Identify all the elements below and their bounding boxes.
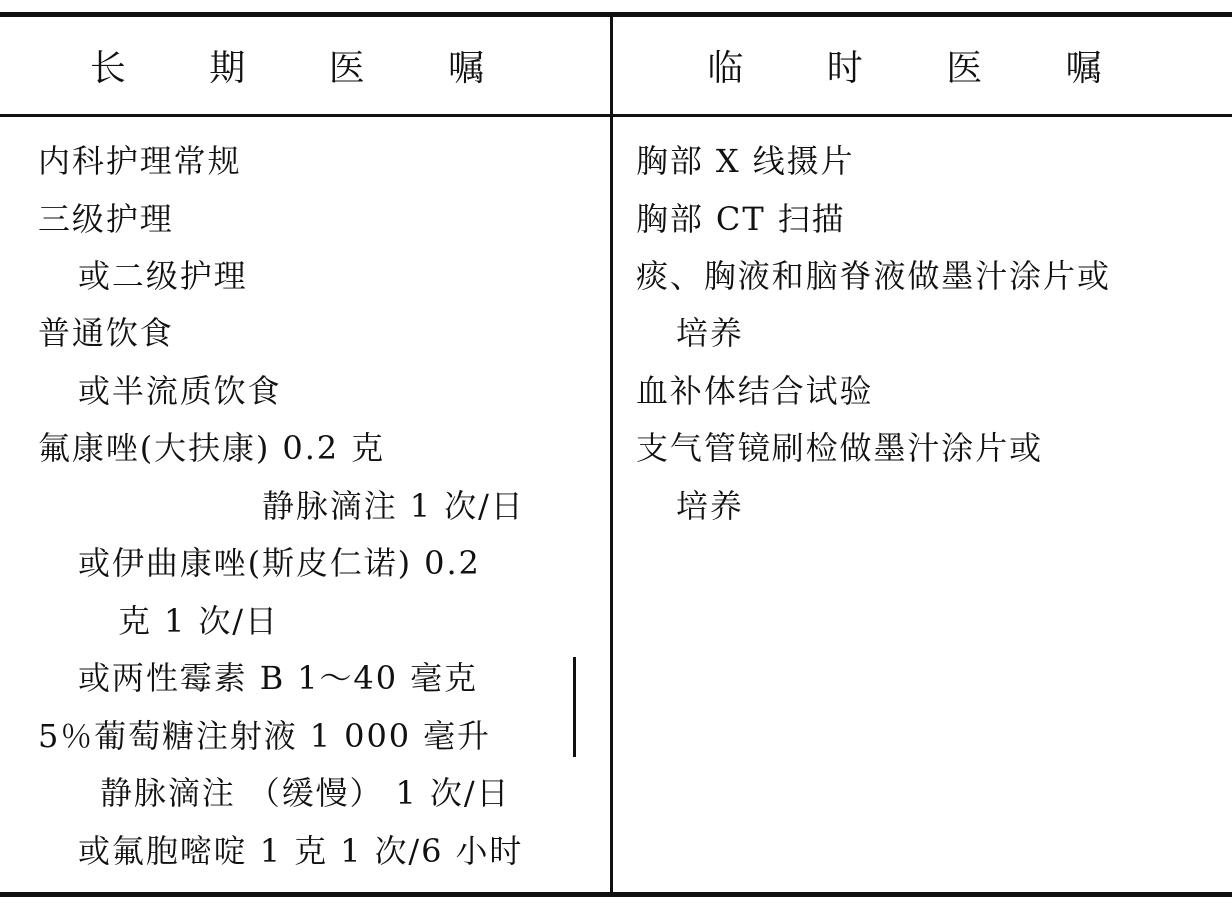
temporary-order-line: 培养 — [676, 487, 744, 525]
long-term-order-line: 或半流质饮食 — [78, 372, 282, 410]
long-term-order-line: 或两性霉素 B 1～40 毫克 — [78, 659, 478, 697]
header-rule — [0, 114, 1232, 117]
temporary-order-line: 支气管镜刷检做墨汁涂片或 — [636, 429, 1044, 467]
temporary-order-line: 血补体结合试验 — [636, 372, 874, 410]
grouping-bracket — [573, 657, 576, 757]
long-term-order-line: 静脉滴注 （缓慢） 1 次/日 — [100, 774, 511, 812]
header-temporary-orders: 临 时 医 嘱 — [707, 48, 1138, 89]
long-term-order-line: 静脉滴注 1 次/日 — [262, 487, 525, 525]
header-long-term-orders: 长 期 医 嘱 — [89, 48, 521, 89]
temporary-order-line: 痰、胸液和脑脊液做墨汁涂片或 — [636, 257, 1111, 295]
long-term-order-line: 氟康唑(大扶康) 0.2 克 — [38, 429, 386, 467]
column-divider — [610, 17, 613, 892]
bottom-rule — [0, 892, 1232, 897]
temporary-order-line: 胸部 X 线摄片 — [636, 142, 855, 180]
long-term-order-line: 克 1 次/日 — [118, 602, 279, 640]
long-term-order-line: 或氟胞嘧啶 1 克 1 次/6 小时 — [78, 832, 524, 870]
long-term-order-line: 或二级护理 — [78, 257, 248, 295]
temporary-order-line: 胸部 CT 扫描 — [636, 200, 846, 238]
long-term-order-line: 5％葡萄糖注射液 1 000 毫升 — [38, 717, 491, 755]
long-term-order-line: 或伊曲康唑(斯皮仁诺) 0.2 — [78, 544, 481, 582]
long-term-order-line: 普通饮食 — [38, 314, 174, 352]
long-term-order-line: 三级护理 — [38, 200, 174, 238]
long-term-order-line: 内科护理常规 — [38, 142, 242, 180]
temporary-order-line: 培养 — [676, 314, 744, 352]
